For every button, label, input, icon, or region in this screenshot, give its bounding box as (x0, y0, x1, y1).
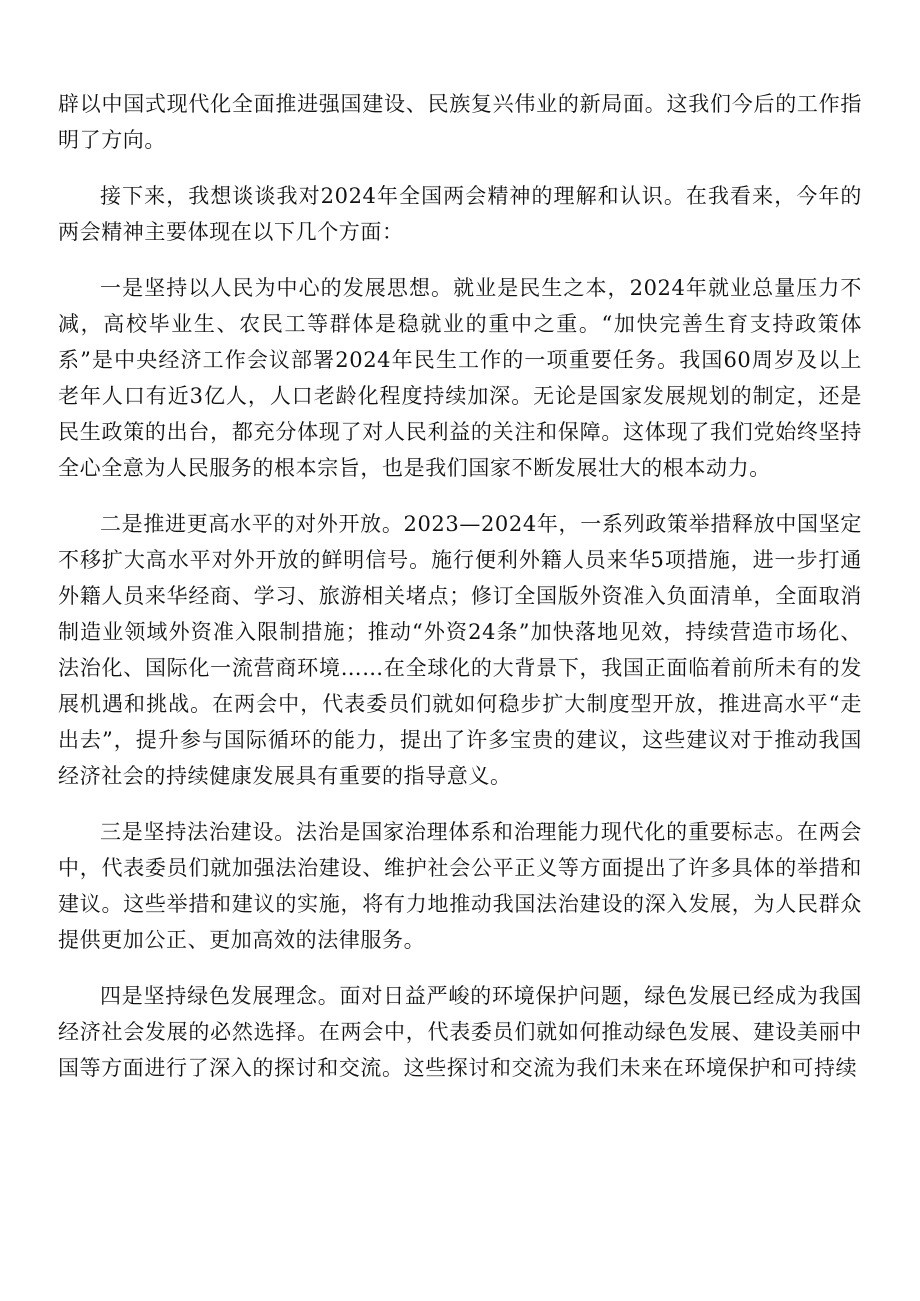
paragraph-continuation: 辟以中国式现代化全面推进强国建设、民族复兴伟业的新局面。这我们今后的工作指明了方向。 (58, 92, 862, 152)
paragraph-point-four: 四是坚持绿色发展理念。面对日益严峻的环境保护问题，绿色发展已经成为我国经济社会发展的必然选择。在两会中，代表委员们就如何推动绿色发展、建设美丽中国等方面进行了深入的探讨和交流。这些探讨和交流为我们未来在环境保护和可持续 (58, 984, 862, 1080)
paragraph-point-three: 三是坚持法治建设。法治是国家治理体系和治理能力现代化的重要标志。在两会中，代表委员们就加强法治建设、维护社会公平正义等方面提出了许多具体的举措和建议。这些举措和建议的实施，将有力地推动我国法治建设的深入发展，为人民群众提供更加公正、更加高效的法律服务。 (58, 820, 862, 952)
paragraph-point-one: 一是坚持以人民为中心的发展思想。就业是民生之本，2024年就业总量压力不减，高校毕业生、农民工等群体是稳就业的重中之重。“加快完善生育支持政策体系”是中央经济工作会议部署2024年民生工作的一项重要任务。我国60周岁及以上老年人口有近3亿人，人口老龄化程度持续加深。无论是国家发展规划的制定，还是民生政策的出台，都充分体现了对人民利益的关注和保障。这体现了我们党始终坚持全心全意为人民服务的根本宗旨，也是我们国家不断发展壮大的根本动力。 (58, 276, 862, 480)
paragraph-intro: 接下来，我想谈谈我对2024年全国两会精神的理解和认识。在我看来，今年的两会精神主要体现在以下几个方面： (58, 184, 862, 244)
paragraph-point-two: 二是推进更高水平的对外开放。2023—2024年，一系列政策举措释放中国坚定不移扩大高水平对外开放的鲜明信号。施行便利外籍人员来华5项措施，进一步打通外籍人员来华经商、学习、旅游相关堵点；修订全国版外资准入负面清单，全面取消制造业领域外资准入限制措施；推动“外资24条”加快落地见效，持续营造市场化、法治化、国际化一流营商环境……在全球化的大背景下，我国正面临着前所未有的发展机遇和挑战。在两会中，代表委员们就如何稳步扩大制度型开放，推进高水平“走出去”，提升参与国际循环的能力，提出了许多宝贵的建议，这些建议对于推动我国经济社会的持续健康发展具有重要的指导意义。 (58, 512, 862, 788)
document-body (58, 86, 862, 1086)
